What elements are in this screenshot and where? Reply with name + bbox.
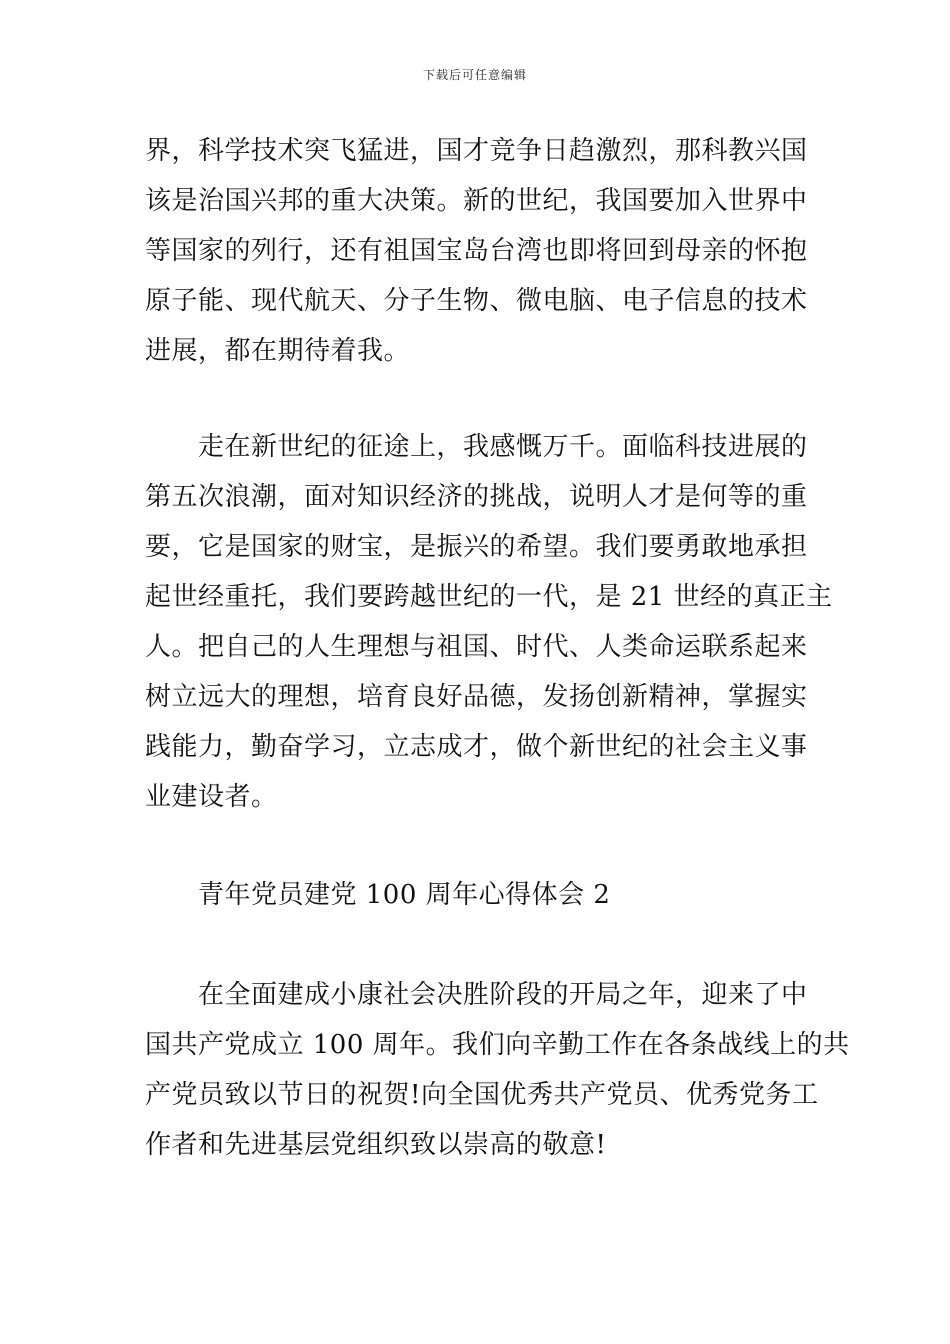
text-line: 起世经重托，我们要跨越世纪的一代，是 21 世经的真正主 [145,582,833,612]
text-line: 作者和先进基层党组织致以崇高的敬意! [145,1130,607,1160]
paragraph-new-century [145,422,833,822]
text-line: 践能力，勤奋学习，立志成才，做个新世纪的社会主义事 [145,732,808,762]
text-line: 产党员致以节日的祝贺!向全国优秀共产党员、优秀党务工 [145,1080,819,1110]
paragraph-anniversary [145,970,850,1170]
text-line: 原子能、现代航天、分子生物、微电脑、电子信息的技术 [145,286,808,316]
text-line: 进展，都在期待着我。 [145,336,411,366]
text-line: 走在新世纪的征途上，我感慨万千。面临科技进展的 [198,432,808,462]
text-line: 人。把自己的人生理想与祖国、时代、人类命运联系起来 [145,632,808,662]
text-line: 该是治国兴邦的重大决策。新的世纪，我国要加入世界中 [145,186,808,216]
text-line: 国共产党成立 100 周年。我们向辛勤工作在各条战线上的共 [145,1030,850,1060]
text-line: 界，科学技术突飞猛进，国才竞争日趋激烈，那科教兴国 [145,136,808,166]
page-header-note: 下载后可任意编辑 [422,68,527,82]
text-line: 要，它是国家的财宝，是振兴的希望。我们要勇敢地承担 [145,532,808,562]
text-line: 树立远大的理想，培育良好品德，发扬创新精神，掌握实 [145,682,808,712]
text-line: 在全面建成小康社会决胜阶段的开局之年，迎来了中 [198,980,808,1010]
text-line: 业建设者。 [145,782,278,812]
section-heading [145,870,810,920]
text-line: 第五次浪潮，面对知识经济的挑战，说明人才是何等的重 [145,482,808,512]
heading-text: 青年党员建党 100 周年心得体会 2 [198,880,611,910]
text-line: 等国家的列行，还有祖国宝岛台湾也即将回到母亲的怀抱 [145,236,808,266]
paragraph-continuation [145,126,810,376]
